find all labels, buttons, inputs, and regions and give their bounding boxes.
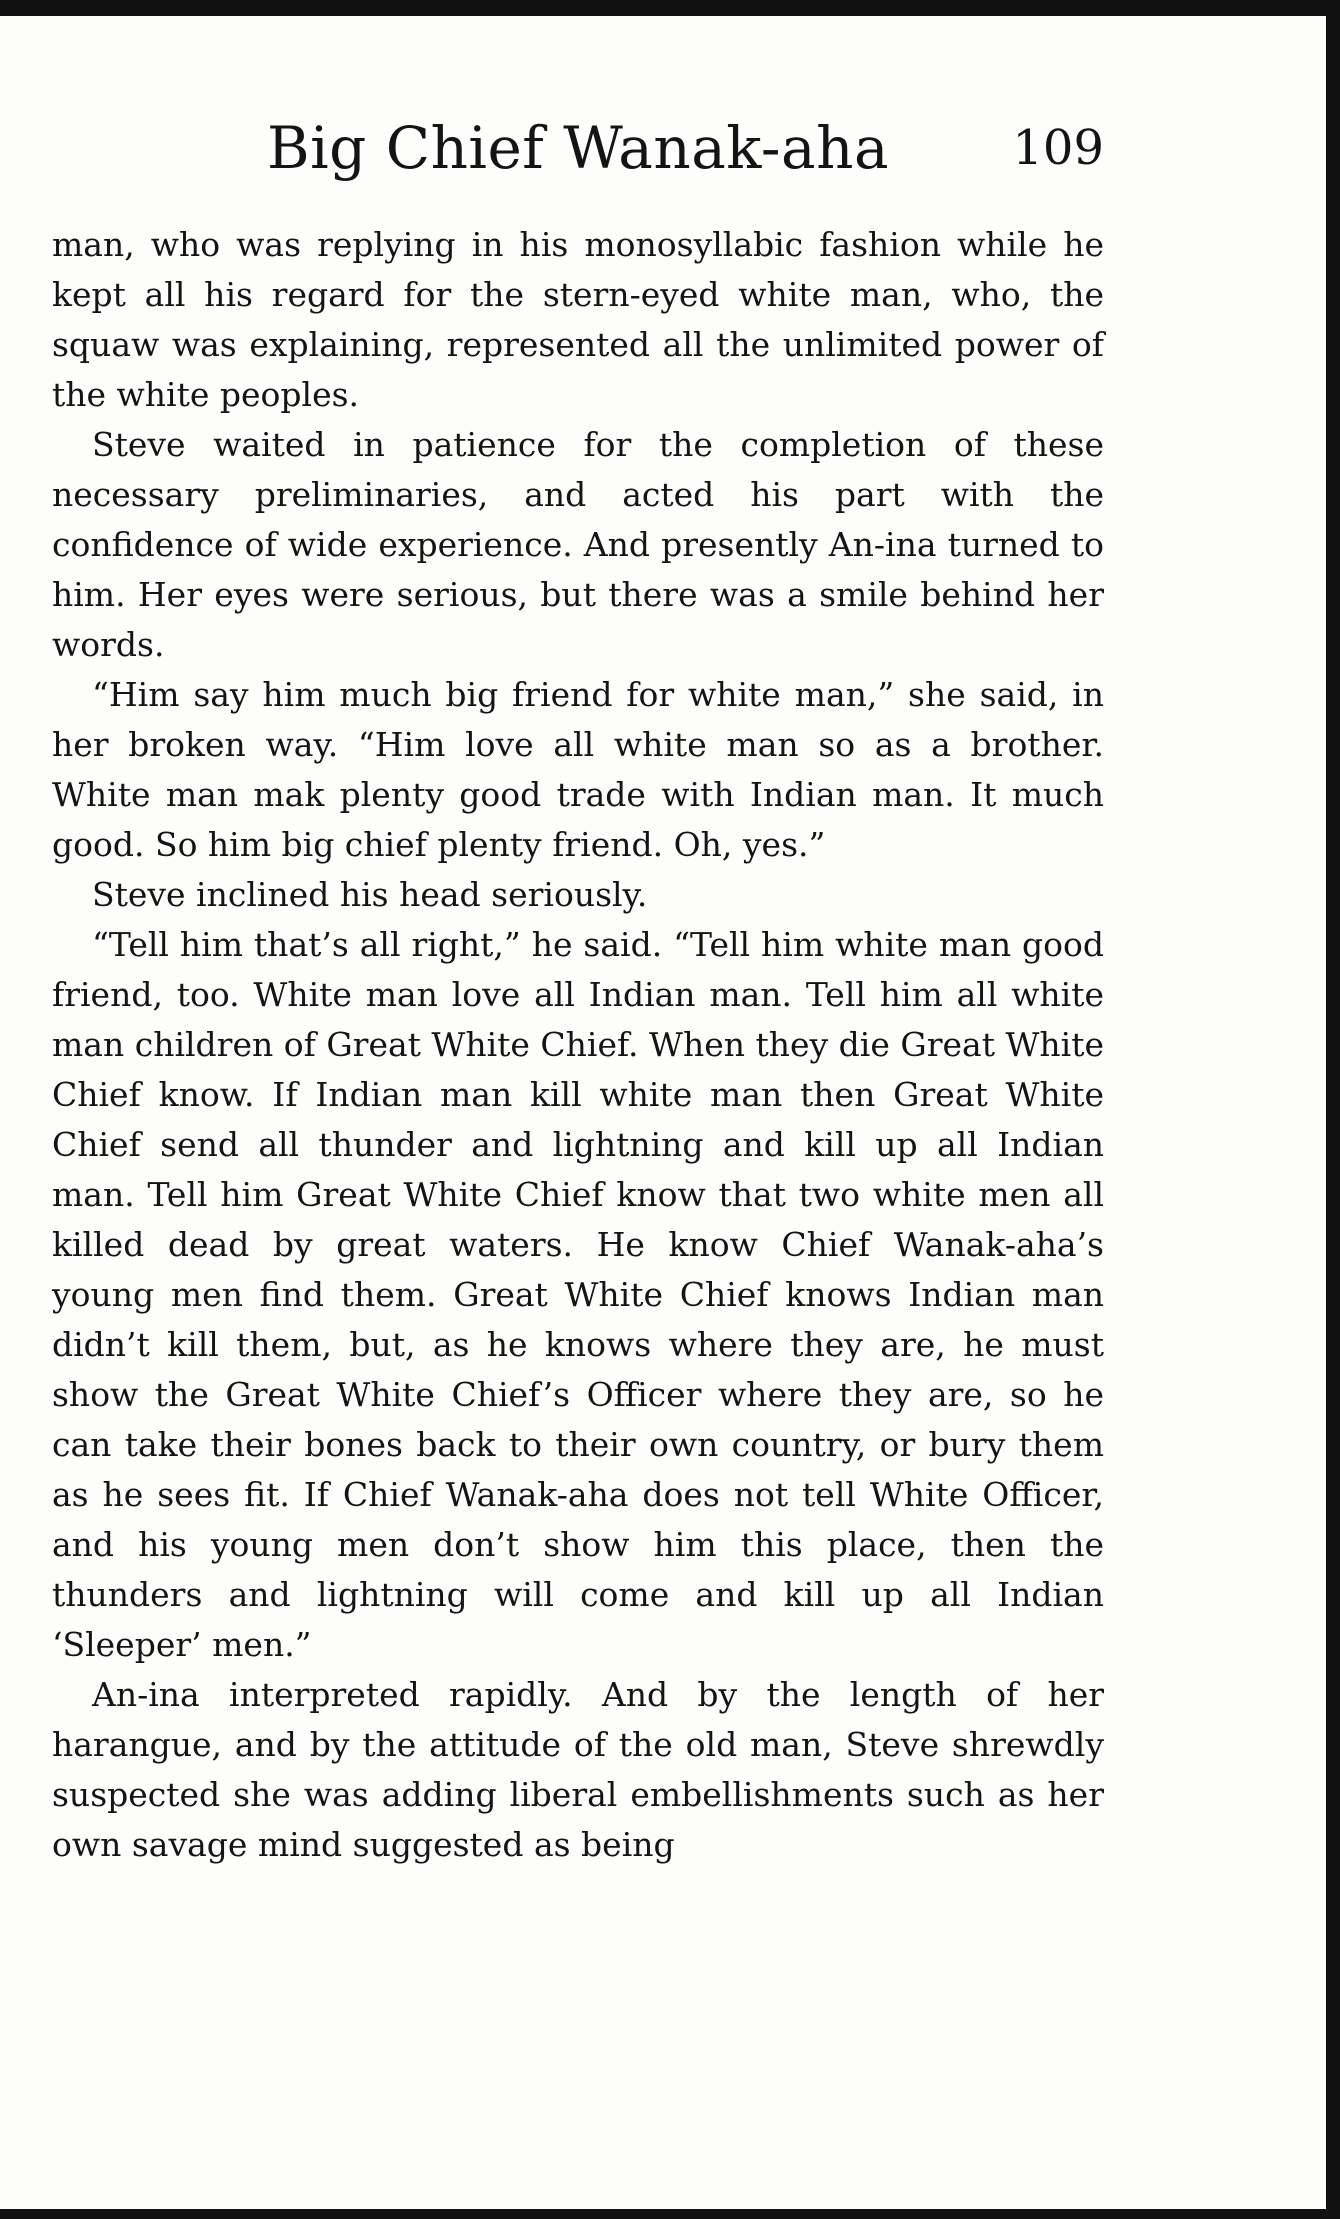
body-text [52, 220, 1104, 1870]
scan-edge-right [1326, 0, 1340, 2219]
paragraph: “Him say him much big friend for white man,” she said, in her broken way. “Him love all white man so as a brother. White man mak plenty good trade with Indian man. It much good. So him big chief plenty friend. Oh, yes.” [52, 675, 1104, 864]
scan-edge-bottom [0, 2209, 1340, 2219]
paragraph: Steve inclined his head seriously. [92, 875, 648, 914]
scan-edge-top [0, 0, 1340, 16]
page-number: 109 [1012, 120, 1104, 176]
running-header [52, 108, 1104, 188]
running-title: Big Chief Wanak-aha [266, 114, 890, 182]
paragraph: “Tell him that’s all right,” he said. “Tell him white man good friend, too. White man love all Indian man. Tell him all white man children of Great White Chief. When they die Great White Chief know. If Indian man kill white man then Great White Chief send all thunder and lightning and kill up all Indian man. Tell him Great White Chief know that two white men all killed dead by great waters. He know Chief Wanak-aha’s young men find them. Great White Chief knows Indian man didn’t kill them, but, as he knows where they are, he must show the Great White Chief’s Officer where they are, so he can take their bones back to their own country, or bury them as he sees fit. If Chief Wanak-aha does not tell White Officer, and his young men don’t show him this place, then the thunders and lightning will come and kill up all Indian ‘Sleeper’ men.” [52, 925, 1104, 1664]
paragraph: An-ina interpreted rapidly. And by the length of her harangue, and by the attitude of the old man, Steve shrewdly suspected she was adding liberal embellishments such as her own savage mind suggested as being [52, 1675, 1104, 1864]
paragraph-continued: man, who was replying in his monosyllabic fashion while he kept all his regard for the stern-eyed white man, who, the squaw was explaining, represented all the unlimited power of the white peoples. [52, 225, 1104, 414]
paragraph: Steve waited in patience for the completion of these necessary preliminaries, and acted his part with the confidence of wide experience. And presently An-ina turned to him. Her eyes were serious, but there was a smile behind her words. [52, 425, 1104, 664]
